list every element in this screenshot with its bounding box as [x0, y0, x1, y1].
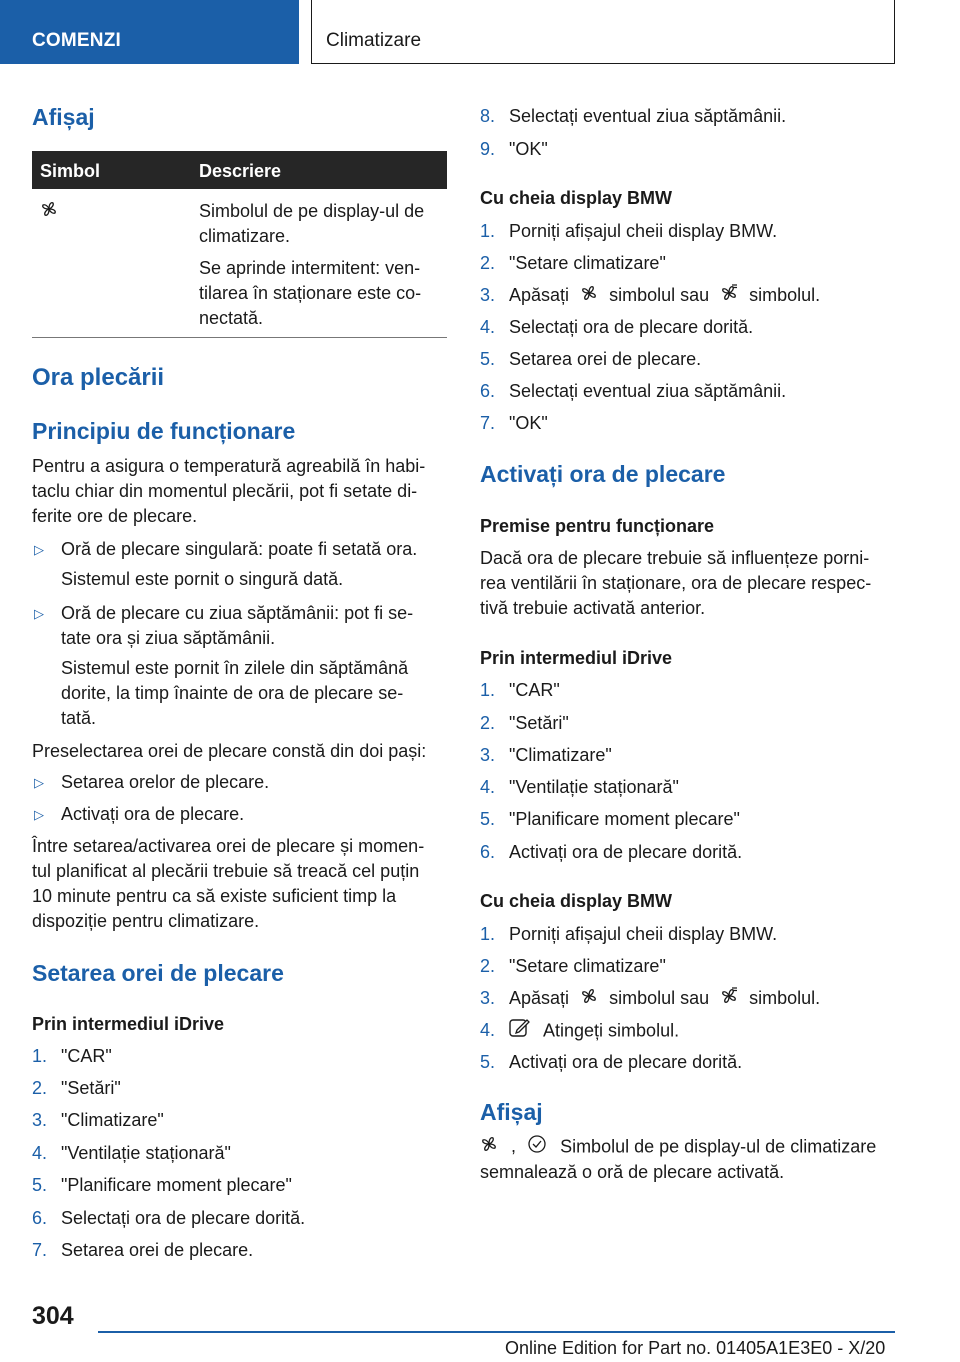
table-header [32, 151, 447, 189]
press-end: simbolul. [749, 988, 821, 1008]
section-title: COMENZI [32, 30, 122, 51]
key1-step-4: Selectați ora de plecare dorită. [509, 317, 754, 337]
afisaj2-line-1 [480, 1134, 876, 1161]
table-col-symbol: Simbol [40, 161, 101, 181]
preselect-text: Preselectarea orei de plecare constă din doi pași: [32, 741, 427, 761]
key1-step-6: Selectați eventual ziua săptămânii. [509, 381, 787, 401]
table-desc-line-3: Se aprinde intermitent: ven- [199, 258, 421, 278]
cont-step-8: Selectați eventual ziua săptămânii. [509, 106, 787, 126]
between-text-4: dispoziție pentru climatizare. [32, 911, 260, 931]
fan-speed-icon [720, 987, 738, 1012]
key1-step-7: "OK" [509, 413, 548, 433]
afisaj2-comma: , [511, 1136, 517, 1157]
idrive2-step-5: "Planificare moment plecare" [509, 809, 740, 829]
idrive-step-1: "CAR" [61, 1046, 112, 1066]
bullet-step-1: Setarea orelor de plecare. [61, 772, 270, 792]
table-desc-line-5: nectată. [199, 308, 264, 328]
key2-step-1: Porniți afișajul cheii display BMW. [509, 924, 778, 944]
press-end: simbolul. [749, 285, 821, 305]
key2-heading: Cu cheia display BMW [480, 891, 673, 911]
between-text-1: Între setarea/activarea orei de plecare și momen- [32, 836, 425, 856]
triangle-bullet-icon: ▷ [34, 542, 44, 557]
fan-icon [480, 1135, 498, 1160]
idrive2-step-2: "Setări" [509, 713, 569, 733]
footer-rule [98, 1331, 895, 1333]
page-number: 304 [32, 1302, 74, 1330]
afisaj-heading: Afișaj [32, 104, 95, 130]
key2-step-4 [509, 1018, 679, 1045]
ora-plecarii-heading: Ora plecării [32, 364, 165, 391]
bullet-1-line-1: Oră de plecare singulară: poate fi setată ora. [61, 539, 418, 559]
key1-step-2: "Setare climatizare" [509, 253, 666, 273]
key2-step-2: "Setare climatizare" [509, 956, 666, 976]
idrive-step-2: "Setări" [61, 1078, 121, 1098]
table-desc-line-4: tilarea în staționare este co- [199, 283, 422, 303]
table-col-description: Descriere [199, 161, 282, 181]
press-word: Apăsați [509, 988, 570, 1008]
cont-step-9: "OK" [509, 139, 548, 159]
bullet-1-sub-1: Sistemul este pornit o singură dată. [61, 569, 344, 589]
key1-step-1: Porniți afișajul cheii display BMW. [509, 221, 778, 241]
key1-heading: Cu cheia display BMW [480, 188, 673, 208]
key1-step-3 [509, 283, 820, 309]
bullet-2-sub-3: tată. [61, 708, 97, 728]
clock-icon [527, 1134, 547, 1161]
press-mid: simbolul sau [609, 988, 710, 1008]
idrive-heading: Prin intermediul iDrive [32, 1014, 225, 1034]
premise-heading: Premise pentru funcționare [480, 516, 715, 536]
chapter-tab [311, 0, 895, 64]
principiu-heading: Principiu de funcționare [32, 418, 296, 444]
premise-text-1: Dacă ora de plecare trebuie să influențeze porni- [480, 548, 870, 568]
key2-step-3 [509, 986, 820, 1012]
principiu-text-2: taclu chiar din momentul plecării, pot fi setate di- [32, 481, 418, 501]
table-desc-line-2: climatizare. [199, 226, 291, 246]
fan-icon [580, 987, 598, 1012]
press-word: Apăsați [509, 285, 570, 305]
triangle-bullet-icon: ▷ [34, 775, 44, 790]
idrive-step-7: Setarea orei de plecare. [61, 1240, 254, 1260]
afisaj2-heading: Afișaj [480, 1099, 543, 1125]
afisaj2-text-1: Simbolul de pe display-ul de climatizare [560, 1136, 877, 1157]
between-text-3: 10 minute pentru ca să existe suficient timp la [32, 886, 397, 906]
triangle-bullet-icon: ▷ [34, 606, 44, 621]
idrive2-step-6: Activați ora de plecare dorită. [509, 842, 743, 862]
bullet-2-sub-1: Sistemul este pornit în zilele din săptămână [61, 658, 409, 678]
setarea-heading: Setarea orei de plecare [32, 960, 284, 986]
table-bottom-rule [32, 337, 447, 338]
bullet-2-line-1: Oră de plecare cu ziua săptămânii: pot fi se- [61, 603, 414, 623]
press-mid: simbolul sau [609, 285, 710, 305]
fan-icon [580, 284, 598, 309]
chapter-title: Climatizare [326, 30, 422, 51]
fan-speed-icon [720, 284, 738, 309]
principiu-text-1: Pentru a asigura o temperatură agreabilă în habi- [32, 456, 426, 476]
idrive-step-4: "Ventilație staționară" [61, 1143, 231, 1163]
section-tab [0, 0, 299, 64]
idrive-step-5: "Planificare moment plecare" [61, 1175, 292, 1195]
idrive-step-6: Selectați ora de plecare dorită. [61, 1208, 306, 1228]
idrive2-step-4: "Ventilație staționară" [509, 777, 679, 797]
activati-heading: Activați ora de plecare [480, 461, 726, 487]
idrive2-step-3: "Climatizare" [509, 745, 612, 765]
between-text-2: tul planificat al plecării trebuie să treacă cel puțin [32, 861, 420, 881]
edit-icon [509, 1018, 531, 1045]
footer-edition: Online Edition for Part no. 01405A1E3E0 - X/20 [505, 1338, 886, 1358]
bullet-2-sub-2: dorite, la timp înainte de ora de plecare se- [61, 683, 404, 703]
fan-icon [40, 200, 58, 223]
bullet-2-line-2: tate ora și ziua săptămânii. [61, 628, 276, 648]
key2-step-4-text: Atingeți simbolul. [543, 1020, 680, 1041]
idrive-step-3: "Climatizare" [61, 1110, 164, 1130]
idrive2-step-1: "CAR" [509, 680, 560, 700]
triangle-bullet-icon: ▷ [34, 807, 44, 822]
key1-step-5: Setarea orei de plecare. [509, 349, 702, 369]
afisaj2-text-2: semnalează o oră de plecare activată. [480, 1162, 785, 1182]
bullet-step-2: Activați ora de plecare. [61, 804, 245, 824]
premise-text-2: rea ventilării în staționare, ora de plecare respec- [480, 573, 872, 593]
idrive2-heading: Prin intermediul iDrive [480, 648, 673, 668]
premise-text-3: tivă trebuie activată anterior. [480, 598, 706, 618]
principiu-text-3: ferite ore de plecare. [32, 506, 198, 526]
key2-step-5: Activați ora de plecare dorită. [509, 1052, 743, 1072]
table-desc-line-1: Simbolul de pe display-ul de [199, 201, 425, 221]
